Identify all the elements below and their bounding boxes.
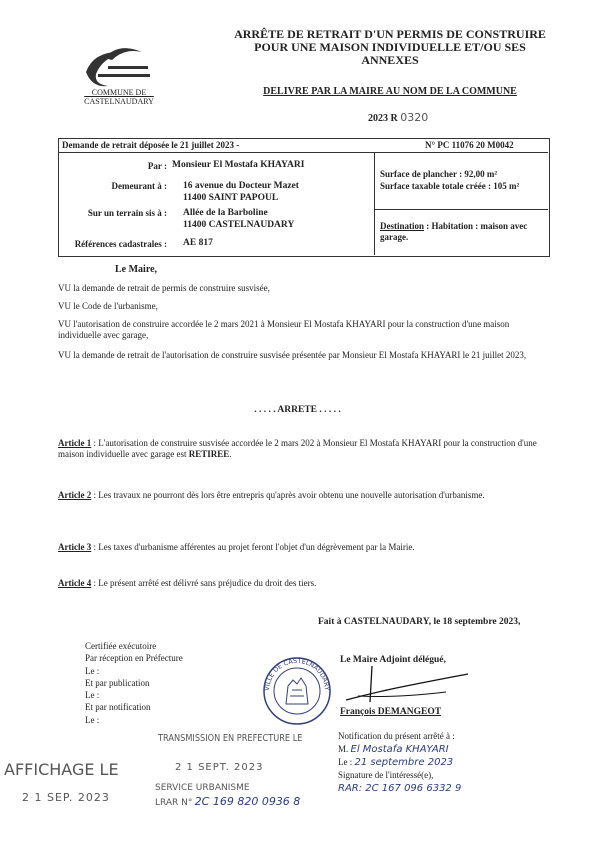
article-1: Article 1 : L'autorisation de construire susvisée accordée le 2 mars 202 à Monsieur El Mostafa KHAYARI pour la construction d'une maison individuelle avec garage est RETIREE. [58, 438, 537, 459]
notif-m-label: M. [338, 744, 349, 754]
cert-line2: Par réception en Préfecture [85, 653, 183, 664]
logo-swoosh-icon [74, 40, 164, 95]
notif-signature-label: Signature de l'intéressé(e), [338, 770, 434, 780]
lrar-label: LRAR N° [155, 798, 193, 808]
lrar-line [155, 795, 300, 808]
site-line2: 11400 CASTELNAUDARY [183, 220, 295, 230]
article-1-text: : L'autorisation de construire susvisée accordée le 2 mars 202 à Monsieur El Mostafa KHAYARI pour la construction d'une maison individuelle avec garage est [58, 438, 537, 459]
article-1-bold: RETIREE [188, 449, 230, 459]
notif-date-label: Le : [338, 757, 353, 767]
cadastral-value: AE 817 [183, 238, 213, 248]
logo-line2: CASTELNAUDARY [84, 97, 154, 106]
reference-prefix: 2023 R [368, 113, 398, 124]
article-1-label: Article 1 [58, 438, 92, 448]
affichage-date: 2 1 SEP. 2023 [22, 791, 110, 804]
notification-block [338, 730, 578, 795]
article-2 [58, 490, 550, 501]
destination-value: : Habitation : maison avec garage. [380, 221, 528, 242]
box-divider-horizontal [374, 209, 548, 210]
surface-floor: Surface de plancher : 92,00 m² [380, 169, 498, 179]
notif-rar: RAR: 2C 167 096 6332 9 [338, 783, 462, 794]
seal-ring-text: VILLE DE CASTELNAUDARY [262, 656, 332, 692]
destination [380, 221, 545, 243]
address-line1: 16 avenue du Docteur Mazet [183, 181, 299, 191]
surface-tax: Surface taxable totale créée : 105 m² [380, 181, 520, 191]
address-line2: 11400 SAINT PAPOUL [183, 193, 279, 203]
notif-date: 21 septembre 2023 [354, 757, 454, 768]
transmission-stamp: TRANSMISSION EN PREFECTURE LE [158, 733, 303, 744]
request-label: Demande de retrait déposée le 21 juillet 2023 - [62, 140, 240, 150]
official-seal [262, 656, 332, 726]
article-3-label: Article 3 [58, 542, 92, 552]
site-value [183, 207, 294, 231]
address-label: Demeurant à : [111, 181, 167, 191]
svg-text:VILLE DE CASTELNAUDARY [263, 657, 331, 691]
article-4-label: Article 4 [58, 578, 92, 588]
article-4 [58, 578, 550, 589]
reference-handwritten: 0320 [400, 111, 429, 124]
vu-code: VU le Code de l'urbanisme, [58, 301, 158, 311]
vu-withdrawal-request: VU la demande de retrait de l'autorisation de construire susvisée présentée par Monsieur El Mostafa KHAYARI le 21 juillet 2023, [58, 350, 527, 360]
lrar-number: 2C 169 820 0936 8 [194, 795, 301, 808]
cert-line5: Le : [85, 690, 100, 701]
cert-line7: Le : [85, 714, 100, 725]
vu-authorization: VU l'autorisation de construire accordée le 2 mars 2021 à Monsieur El Mostafa KHAYARI pour la construction d'une maison individuelle avec garage, [58, 319, 510, 340]
handwritten-signature [336, 662, 476, 706]
place-date: Fait à CASTELNAUDARY, le 18 septembre 2023, [318, 617, 521, 627]
article-2-text: : Les travaux ne pourront dès lors être entrepris qu'après avoir obtenu une nouvelle autorisation d'urbanisme. [91, 490, 485, 500]
title-line2: POUR UNE MAISON INDIVIDUELLE ET/OU SES [254, 40, 526, 54]
cert-line6: Et par notification [85, 702, 151, 713]
destination-label: Destination [380, 221, 425, 231]
address-value [183, 180, 299, 204]
signer-name: François DEMANGEOT [340, 707, 442, 717]
cert-line4: Et par publication [85, 677, 150, 688]
notif-recipient: El Mostafa KHAYARI [350, 744, 449, 755]
site-line1: Allée de la Barboline [183, 208, 268, 218]
article-2-label: Article 2 [58, 490, 92, 500]
service-stamp: SERVICE URBANISME [155, 783, 250, 793]
commune-logo [74, 40, 164, 110]
applicant-label: Par : [147, 161, 167, 171]
cert-line3: Le : [85, 665, 100, 676]
article-3-text: : Les taxes d'urbanisme afférentes au projet feront l'objet d'un dégrèvement par la Mairie. [91, 542, 415, 552]
logo-line1: COMMUNE DE [91, 88, 147, 97]
cert-line1: Certifiée exécutoire [85, 641, 157, 651]
mayor-heading: Le Maire, [115, 264, 158, 275]
article-3 [58, 542, 550, 553]
affichage-stamp: AFFICHAGE LE [4, 760, 119, 779]
document-subtitle: DELIVRE PAR LA MAIRE AU NOM DE LA COMMUNE [263, 86, 517, 97]
reference-number [368, 111, 428, 124]
transmission-date: 2 1 SEPT. 2023 [175, 762, 264, 773]
permit-number: N° PC 11076 20 M0042 [425, 140, 514, 150]
document-title [205, 28, 575, 67]
title-line3: ANNEXES [361, 53, 419, 67]
applicant-name: Monsieur El Mostafa KHAYARI [172, 160, 305, 170]
certification-block [85, 640, 183, 726]
signer-role: Le Maire Adjoint délégué, [340, 655, 446, 665]
arrete-heading: . . . . . ARRETE . . . . . [254, 405, 341, 415]
article-4-text: : Le présent arrêté est délivré sans préjudice du droit des tiers. [91, 578, 317, 588]
vu-request: VU la demande de retrait de permis de construire susvisée, [58, 283, 270, 293]
box-divider-vertical [374, 152, 375, 255]
notif-line1: Notification du présent arrêté à : [338, 731, 455, 741]
cadastral-label: Références cadastrales : [74, 239, 167, 249]
title-line1: ARRÊTE DE RETRAIT D'UN PERMIS DE CONSTRUIRE [234, 27, 546, 41]
site-label: Sur un terrain sis à : [87, 208, 167, 218]
